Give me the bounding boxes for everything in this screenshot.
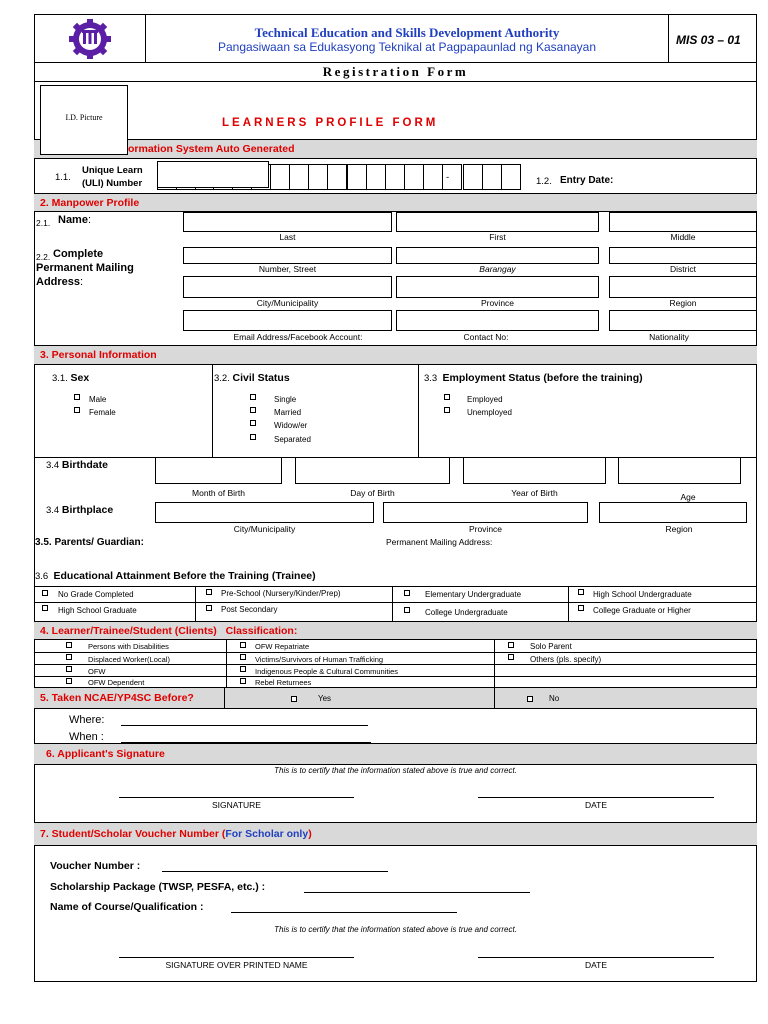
ofw-checkbox[interactable] bbox=[66, 666, 72, 672]
date-line[interactable] bbox=[478, 797, 714, 798]
street-input[interactable] bbox=[183, 247, 392, 264]
district-caption: District bbox=[670, 264, 696, 274]
region-input[interactable] bbox=[609, 276, 757, 298]
section3-header bbox=[34, 345, 757, 365]
province-caption: Province bbox=[480, 298, 515, 308]
divider bbox=[418, 365, 419, 457]
birthplace-province-input[interactable] bbox=[383, 502, 588, 523]
header-divider bbox=[668, 14, 669, 62]
pwd-label: Persons with Disabilities bbox=[88, 642, 169, 651]
solo-parent-checkbox[interactable] bbox=[508, 642, 514, 648]
uli-digit-cell[interactable] bbox=[270, 164, 290, 190]
sex-label: 3.1. Sex bbox=[52, 372, 90, 384]
pwd-checkbox[interactable] bbox=[66, 642, 72, 648]
section2-header bbox=[34, 193, 757, 212]
course-input[interactable] bbox=[231, 912, 457, 913]
uli-digit-cell[interactable] bbox=[289, 164, 309, 190]
title-rule bbox=[34, 81, 757, 82]
birthplace-city-caption: City/Municipality bbox=[233, 524, 296, 534]
section2-title: 2. Manpower Profile bbox=[40, 197, 140, 209]
rebel-returnees-checkbox[interactable] bbox=[240, 678, 246, 684]
barangay-caption: Barangay bbox=[479, 264, 516, 274]
uli-digit-cell[interactable] bbox=[501, 164, 521, 190]
printed-name-signature-caption: SIGNATURE OVER PRINTED NAME bbox=[165, 960, 308, 970]
no-grade-checkbox[interactable] bbox=[42, 590, 48, 596]
single-checkbox[interactable] bbox=[250, 394, 256, 400]
uli-digit-cell[interactable] bbox=[423, 164, 443, 190]
education-label: 3.6 Educational Attainment Before the Training (Trainee) bbox=[35, 570, 316, 582]
male-label: Male bbox=[89, 395, 107, 404]
name-number: 2.1. bbox=[36, 218, 51, 228]
main-title: LEARNERS PROFILE FORM bbox=[222, 117, 439, 129]
parents-address-label: Permanent Mailing Address: bbox=[386, 537, 493, 547]
uli-digit-cell[interactable] bbox=[404, 164, 424, 190]
elementary-undergrad-label: Elementary Undergraduate bbox=[425, 590, 522, 599]
scholar-only-note: For Scholar only bbox=[225, 828, 309, 840]
uli-dash: - bbox=[446, 172, 450, 183]
uli-digit-cell[interactable] bbox=[442, 164, 462, 190]
divider bbox=[568, 586, 569, 621]
nationality-input[interactable] bbox=[609, 310, 757, 331]
id-picture-label: I.D. Picture bbox=[65, 113, 103, 122]
ncae-no-label: No bbox=[549, 694, 560, 703]
trafficking-victim-checkbox[interactable] bbox=[240, 654, 246, 660]
unemployed-label: Unemployed bbox=[467, 408, 512, 417]
civil-status-label: 3.2. Civil Status bbox=[214, 372, 290, 384]
displaced-worker-checkbox[interactable] bbox=[66, 654, 72, 660]
divider bbox=[34, 586, 757, 587]
course-label: Name of Course/Qualification : bbox=[50, 901, 204, 913]
birth-month-caption: Month of Birth bbox=[192, 488, 245, 498]
section7-header: 7. Student/Scholar Voucher Number (For Scholar only) bbox=[34, 822, 757, 846]
birth-day-input[interactable] bbox=[295, 457, 450, 484]
printed-name-signature-line[interactable] bbox=[119, 957, 354, 958]
date-caption-2: DATE bbox=[584, 960, 608, 970]
ofw-repatriate-label: OFW Repatriate bbox=[255, 642, 310, 651]
city-caption: City/Municipality bbox=[256, 298, 319, 308]
ofw-dependent-checkbox[interactable] bbox=[66, 678, 72, 684]
divider bbox=[494, 687, 495, 709]
uli-digit-cell[interactable] bbox=[308, 164, 328, 190]
last-name-caption: Last bbox=[279, 232, 296, 242]
address-label: Complete bbox=[53, 248, 104, 260]
voucher-number-label: Voucher Number : bbox=[50, 860, 141, 872]
divider bbox=[226, 640, 227, 687]
section1-header bbox=[34, 139, 757, 159]
age-input[interactable] bbox=[618, 457, 741, 484]
age-caption: Age bbox=[680, 492, 696, 502]
address-label: Permanent Mailing bbox=[36, 262, 134, 274]
unemployed-checkbox[interactable] bbox=[444, 407, 450, 413]
first-name-input[interactable] bbox=[396, 212, 599, 232]
solo-parent-label: Solo Parent bbox=[530, 642, 572, 651]
scholarship-package-input[interactable] bbox=[304, 892, 530, 893]
when-label: When : bbox=[69, 731, 104, 743]
birthplace-city-input[interactable] bbox=[155, 502, 374, 523]
certify-text-2: This is to certify that the information stated above is true and correct. bbox=[274, 925, 517, 934]
scholarship-package-label: Scholarship Package (TWSP, PESFA, etc.) : bbox=[50, 881, 266, 893]
uli-label: Unique Learn bbox=[82, 165, 143, 176]
province-input[interactable] bbox=[396, 276, 599, 298]
uli-digit-cell[interactable] bbox=[347, 164, 367, 190]
section7-title: 7. Student/Scholar Voucher Number ( bbox=[40, 828, 226, 840]
entry-date-number: 1.2. bbox=[536, 176, 552, 187]
uli-digit-cell[interactable] bbox=[482, 164, 502, 190]
divider bbox=[34, 602, 757, 603]
birth-month-input[interactable] bbox=[155, 457, 282, 484]
divider bbox=[195, 586, 196, 621]
agency-name-filipino: Pangasiwaan sa Edukasyong Teknikal at Pagpapaunlad ng Kasanayan bbox=[217, 40, 597, 54]
college-undergrad-label: College Undergraduate bbox=[425, 608, 508, 617]
header-rule bbox=[34, 62, 757, 63]
employment-label: 3.3 Employment Status (before the training) bbox=[424, 372, 643, 384]
middle-name-caption: Middle bbox=[670, 232, 696, 242]
married-label: Married bbox=[274, 408, 302, 417]
post-secondary-checkbox[interactable] bbox=[206, 605, 212, 611]
birthplace-label: 3.4 Birthplace bbox=[46, 504, 114, 516]
ofw-dependent-label: OFW Dependent bbox=[88, 678, 145, 687]
widow-label: Widow/er bbox=[274, 421, 308, 430]
address-label: Address: bbox=[36, 276, 84, 288]
birthplace-province-caption: Province bbox=[468, 524, 503, 534]
others-label: Others (pls. specify) bbox=[530, 655, 602, 664]
email-caption: Email Address/Facebook Account: bbox=[233, 332, 363, 342]
district-input[interactable] bbox=[609, 247, 757, 264]
section6-title: 6. Applicant's Signature bbox=[46, 748, 165, 760]
married-checkbox[interactable] bbox=[250, 407, 256, 413]
voucher-number-input[interactable] bbox=[162, 871, 388, 872]
ncae-yes-label: Yes bbox=[318, 694, 332, 703]
tesda-logo-icon bbox=[62, 18, 118, 60]
birth-day-caption: Day of Birth bbox=[350, 488, 395, 498]
last-name-input[interactable] bbox=[183, 212, 392, 232]
date-caption: DATE bbox=[584, 800, 608, 810]
divider bbox=[34, 664, 757, 665]
first-name-caption: First bbox=[489, 232, 506, 242]
form-title: Registration Form bbox=[322, 64, 469, 79]
agency-name: Technical Education and Skills Development Authority bbox=[254, 25, 560, 40]
birth-year-input[interactable] bbox=[463, 457, 606, 484]
employed-label: Employed bbox=[467, 395, 503, 404]
single-label: Single bbox=[274, 395, 297, 404]
hs-undergrad-checkbox[interactable] bbox=[578, 589, 584, 595]
elementary-undergrad-checkbox[interactable] bbox=[404, 590, 410, 596]
date-line-2[interactable] bbox=[478, 957, 714, 958]
ofw-repatriate-checkbox[interactable] bbox=[240, 642, 246, 648]
widow-checkbox[interactable] bbox=[250, 420, 256, 426]
section4-header bbox=[34, 621, 757, 640]
id-picture-box[interactable] bbox=[40, 85, 128, 155]
pre-school-label: Pre-School (Nursery/Kinder/Prep) bbox=[221, 589, 341, 598]
middle-name-input[interactable] bbox=[609, 212, 757, 232]
birthdate-label: 3.4 Birthdate bbox=[46, 459, 108, 471]
entry-date-label: Entry Date: bbox=[560, 175, 614, 186]
no-grade-label: No Grade Completed bbox=[58, 590, 134, 599]
college-undergrad-checkbox[interactable] bbox=[404, 607, 410, 613]
where-input[interactable] bbox=[121, 725, 368, 726]
college-graduate-label: College Graduate or Higher bbox=[593, 606, 691, 615]
indigenous-people-label: Indigenous People & Cultural Communities bbox=[255, 667, 398, 676]
female-checkbox[interactable] bbox=[74, 407, 80, 413]
ncae-yes-checkbox[interactable] bbox=[291, 696, 297, 702]
divider bbox=[34, 652, 757, 653]
contact-caption: Contact No: bbox=[463, 332, 509, 342]
rebel-returnees-label: Rebel Returnees bbox=[255, 678, 312, 687]
ofw-label: OFW bbox=[88, 667, 106, 676]
female-label: Female bbox=[89, 408, 116, 417]
ncae-no-checkbox[interactable] bbox=[527, 696, 533, 702]
birthplace-region-caption: Region bbox=[665, 524, 693, 534]
birthplace-region-input[interactable] bbox=[599, 502, 747, 523]
divider bbox=[392, 586, 393, 621]
uli-number-label: 1.1. bbox=[55, 172, 71, 183]
region-caption: Region bbox=[669, 298, 697, 308]
section5-header bbox=[34, 687, 757, 709]
uli-label: (ULI) Number bbox=[82, 178, 143, 189]
employed-checkbox[interactable] bbox=[444, 394, 450, 400]
college-graduate-checkbox[interactable] bbox=[578, 605, 584, 611]
male-checkbox[interactable] bbox=[74, 394, 80, 400]
post-secondary-label: Post Secondary bbox=[221, 605, 278, 614]
contact-input[interactable] bbox=[396, 310, 599, 331]
birth-year-caption: Year of Birth bbox=[511, 488, 558, 498]
street-caption: Number, Street bbox=[258, 264, 317, 274]
hs-graduate-checkbox[interactable] bbox=[42, 605, 48, 611]
separated-checkbox[interactable] bbox=[250, 434, 256, 440]
section5-title: 5. Taken NCAE/YP4SC Before? bbox=[40, 692, 194, 704]
uli-overlay-box[interactable] bbox=[157, 161, 269, 188]
section4-subtitle: Classification: bbox=[225, 625, 298, 637]
divider bbox=[212, 365, 213, 457]
divider bbox=[224, 687, 225, 709]
uli-digit-cell[interactable] bbox=[366, 164, 386, 190]
signature-caption: SIGNATURE bbox=[212, 800, 261, 810]
uli-digit-cell[interactable] bbox=[327, 164, 347, 190]
uli-digit-cell[interactable] bbox=[385, 164, 405, 190]
uli-digit-cell[interactable] bbox=[463, 164, 483, 190]
where-label: Where: bbox=[69, 714, 105, 726]
hs-undergrad-label: High School Undergraduate bbox=[593, 590, 692, 599]
others-checkbox[interactable] bbox=[508, 654, 514, 660]
section4-title: 4. Learner/Trainee/Student (Clients) bbox=[40, 625, 217, 637]
section6-header bbox=[34, 743, 757, 765]
separated-label: Separated bbox=[274, 435, 311, 444]
indigenous-people-checkbox[interactable] bbox=[240, 666, 246, 672]
certify-text: This is to certify that the information stated above is true and correct. bbox=[274, 766, 517, 775]
barangay-input[interactable] bbox=[396, 247, 599, 264]
address-number: 2.2. bbox=[36, 252, 51, 262]
nationality-caption: Nationality bbox=[649, 332, 689, 342]
trafficking-victim-label: Victims/Survivors of Human Trafficking bbox=[255, 655, 384, 664]
hs-graduate-label: High School Graduate bbox=[58, 606, 137, 615]
section1-title: ormation System Auto Generated bbox=[128, 143, 295, 155]
email-input[interactable] bbox=[183, 310, 392, 331]
signature-line[interactable] bbox=[119, 797, 354, 798]
city-input[interactable] bbox=[183, 276, 392, 298]
form-code: MIS 03 – 01 bbox=[676, 33, 741, 47]
pre-school-checkbox[interactable] bbox=[206, 589, 212, 595]
divider bbox=[494, 640, 495, 687]
name-label: Name: bbox=[58, 214, 92, 226]
displaced-worker-label: Displaced Worker(Local) bbox=[88, 655, 170, 664]
parents-label: 3.5. Parents/ Guardian: bbox=[35, 537, 144, 548]
divider bbox=[34, 676, 757, 677]
section3-title: 3. Personal Information bbox=[40, 349, 157, 361]
